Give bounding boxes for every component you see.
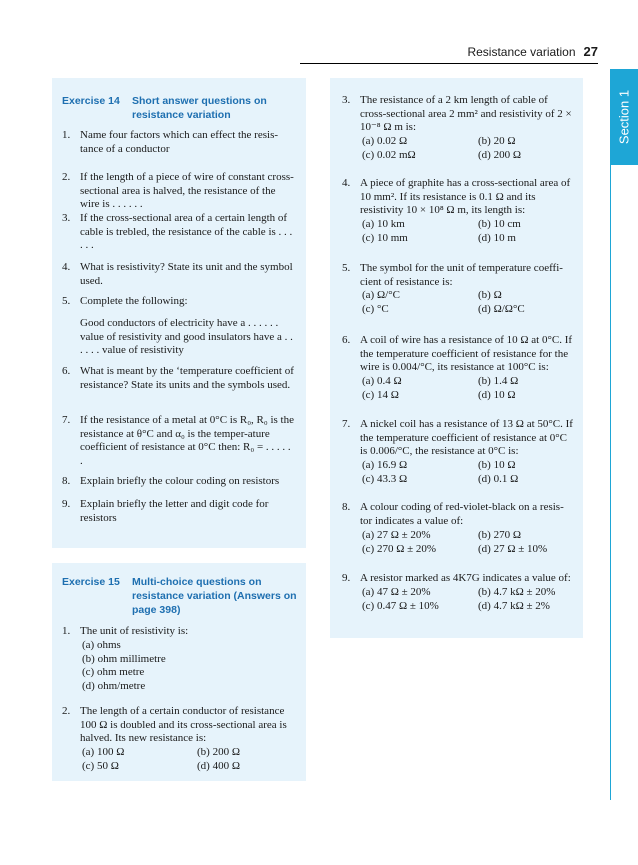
option-c: (c) 14 Ω: [362, 388, 399, 401]
option-d: (d) 10 m: [478, 231, 516, 244]
section-tab: [610, 69, 638, 165]
option-a: (a) 0.02 Ω: [362, 135, 408, 147]
option-b: (b) 10 cm: [478, 218, 521, 230]
option-c: (c) 50 Ω: [82, 759, 119, 772]
option-d: (d) Ω/Ω°C: [478, 302, 525, 315]
ex15-q2-options: [82, 746, 297, 776]
option-c: (c) 10 mm: [362, 231, 408, 244]
exercise14-label: Exercise 14: [62, 95, 120, 107]
option-a: (a) 27 Ω ± 20%: [362, 529, 431, 541]
option-a: (a) Ω/°C: [362, 289, 400, 301]
ex15-q8-options: [362, 529, 577, 559]
ex15-q4-options: [362, 218, 577, 248]
option-d: (d) ohm/metre: [82, 679, 146, 692]
page-number: 27: [583, 44, 598, 59]
exercise15-title: Multi-choice questions on resistance variation (Answers on page 398): [132, 576, 297, 616]
option-c: (c) °C: [362, 302, 389, 315]
ex15-q9-options: [362, 586, 577, 616]
option-b: (b) 1.4 Ω: [478, 375, 519, 387]
exercise14-heading: [62, 94, 302, 124]
ex15-q1-options: [82, 639, 292, 695]
option-d: (d) 27 Ω ± 10%: [478, 542, 548, 555]
ex15-q5-options: [362, 289, 577, 319]
ex15-q3-options: [362, 135, 577, 165]
running-title: Resistance variation: [467, 45, 576, 59]
header-rule: [300, 63, 598, 64]
page-header: [467, 44, 598, 59]
option-d: (d) 4.7 kΩ ± 2%: [478, 599, 550, 612]
option-a: (a) 0.4 Ω: [362, 375, 402, 387]
option-c: (c) 0.02 mΩ: [362, 148, 416, 161]
option-b: (b) 10 Ω: [478, 459, 516, 471]
option-d: (d) 200 Ω: [478, 148, 522, 161]
option-b: (b) 20 Ω: [478, 135, 516, 147]
ex15-q6-options: [362, 375, 577, 405]
exercise15-label: Exercise 15: [62, 576, 120, 588]
option-b: (b) 4.7 kΩ ± 20%: [478, 586, 556, 598]
option-d: (d) 10 Ω: [478, 388, 516, 401]
option-a: (a) 47 Ω ± 20%: [362, 586, 431, 598]
exercise14-title: Short answer questions on resistance variation: [132, 95, 267, 121]
option-a: (a) 16.9 Ω: [362, 459, 408, 471]
option-c: (c) 0.47 Ω ± 10%: [362, 599, 439, 612]
option-c: (c) 43.3 Ω: [362, 472, 408, 485]
option-d: (d) 400 Ω: [197, 759, 241, 772]
option-c: (c) ohm metre: [82, 666, 145, 678]
option-b: (b) 200 Ω: [197, 746, 241, 758]
section-tab-label: Section 1: [616, 89, 632, 145]
option-a: (a) 100 Ω: [82, 746, 125, 758]
option-b: (b) 270 Ω: [478, 529, 522, 541]
option-b: (b) Ω: [478, 289, 502, 301]
option-a: (a) ohms: [82, 639, 121, 651]
section-rule: [610, 165, 611, 800]
ex15-q7-options: [362, 459, 577, 489]
option-a: (a) 10 km: [362, 218, 405, 230]
exercise15-heading: [62, 575, 302, 619]
exercise15-box: Exercise 15 Multi-choice questions on resistance variation (Answers on page 398) 1. The unit of resistivity is: (a) ohms (b) ohm millimetre (c) ohm metre (d) ohm/metre 2. The length of a certain conductor of resistance 100 Ω is doubled and its cross-sectional area is halved. Its new resistance is: (a) 100 Ω (b) 200 Ω (c) 50 Ω (d) 400 Ω: [52, 563, 306, 781]
option-d: (d) 0.1 Ω: [478, 472, 519, 485]
exercise15-continued-box: 3. The resistance of a 2 km length of cable of cross-sectional area 2 mm² and resistivity of 2 × 10⁻⁸ Ω m is: (a) 0.02 Ω (b) 20 Ω (c) 0.02 mΩ (d) 200 Ω 4. A piece of graphite has a cross-sectional area of 10 mm². If its resistance is 0.1 Ω and its resistivity 10 × 10⁸ Ω m, its length is: (a) 10 km (b) 10 cm (c) 10 mm (d) 10 m 5. The symbol for the unit of temperature coeffi-cient of resistance is: (a) Ω/°C (b) Ω (c) °C (d) Ω/Ω°C 6. A coil of wire has a resistance of 10 Ω at 0°C. If the temperature coefficient of resistance for the wire is 0.004/°C, its resistance at 100°C is: (a) 0.4 Ω (b) 1.4 Ω (c) 14 Ω (d) 10 Ω 7. A nickel coil has a resistance of 13 Ω at 50°C. If the temperature coefficient of resistance at 0°C is 0.006/°C, the resistance at 0°C is: (a) 16.9 Ω (b) 10 Ω (c) 43.3 Ω (d) 0.1 Ω 8. A colour coding of red-violet-black on a resis-tor indicates a value of: (a) 27 Ω ± 20% (b) 270 Ω (c) 270 Ω ± 20% (d) 27 Ω ± 10% 9. A resistor marked as 4K7G indicates a value of: (a) 47 Ω ± 20% (b) 4.7 kΩ ± 20% (c) 0.47 Ω ± 10% (d) 4.7 kΩ ± 2%: [330, 78, 583, 638]
option-c: (c) 270 Ω ± 20%: [362, 542, 437, 555]
exercise14-box: Exercise 14 Short answer questions on resistance variation 1. Name four factors which can effect the resis-tance of a conductor 2. If the length of a piece of wire of constant cross-sectional area is halved, the resistance of the wire is . . . . . . 3. If the cross-sectional area of a certain length of cable is trebled, the resistance of the cable is . . . . . . 4. What is resistivity? State its unit and the symbol used. 5. Complete the following: Good conductors of electricity have a . . . . . . value of resistivity and good insulators have a . . . . . . value of resistivity 6. What is meant by the ‘temperature coefficient of resistance? State its units and the symbols used. 7. If the resistance of a metal at 0°C is R₀, R₀ is the resistance at θ°C and α₀ is the temper-ature coefficient of resistance at 0°C then: R₀ = . . . . . . 8. Explain briefly the colour coding on resistors 9. Explain briefly the letter and digit code for resistors: [52, 78, 306, 548]
option-b: (b) ohm millimetre: [82, 652, 166, 665]
